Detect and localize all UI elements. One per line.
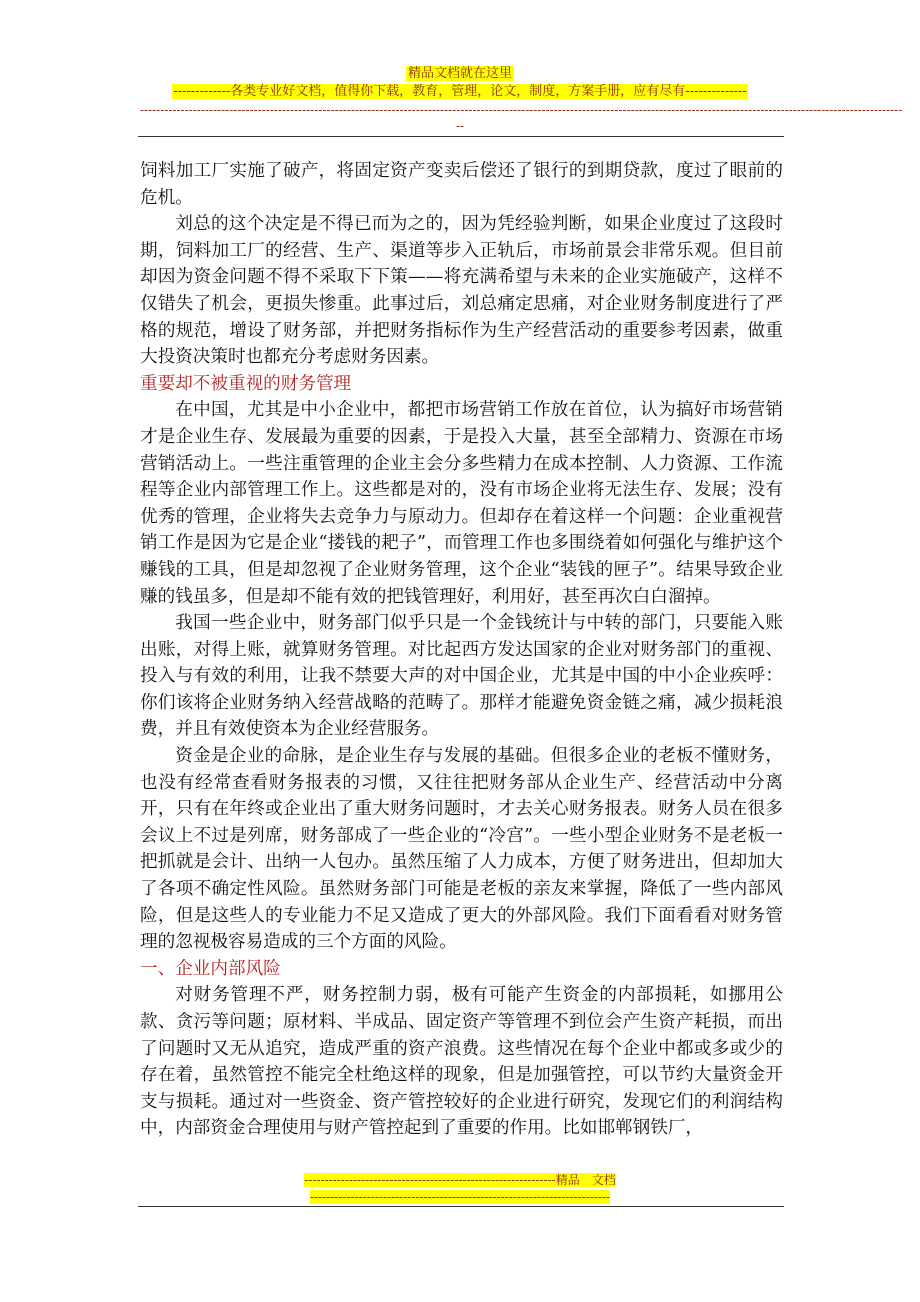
section-heading: 重要却不被重视的财务管理 [140, 373, 352, 394]
paragraph: 在中国，尤其是中小企业中，都把市场营销工作放在首位，认为搞好市场营销才是企业生存、发展最为重要的因素，于是投入大量，甚至全部精力、资源在市场营销活动上。一些注重管理的企业主会分多些精力在成本控制、人力资源、工作流程等企业内部管理工作上。这些都是对的，没有市场企业将无法生存、发展；没有优秀的管理，企业将失去竞争力与原动力。但却存在着这样一个问题：企业重视营销工作是因为它是企业“搂钱的耙子”，而管理工作也多围绕着如何强化与维护这个赚钱的工具，但是却忽视了企业财务管理，这个企业“装钱的匣子”。结果导致企业赚的钱虽多，但是却不能有效的把钱管理好，利用好，甚至再次白白溜掉。 [140, 400, 783, 607]
header-title: 精品文档就在这里 [407, 66, 512, 81]
paragraph: 资金是企业的命脉，是企业生存与发展的基础。但很多企业的老板不懂财务，也没有经常查看财务报表的习惯，又往往把财务部从企业生产、经营活动中分离开，只有在年终或企业出了重大财务问题时，才去关心财务报表。财务人员在很多会议上不过是列席，财务部成了一些企业的“冷宫”。一些小型企业财务不是老板一把抓就是会计、出纳一人包办。虽然压缩了人力成本，方便了财务进出，但却加大了各项不确定性风险。虽然财务部门可能是老板的亲友来掌握，降低了一些内部风险，但是这些人的专业能力不足又造成了更大的外部风险。我们下面看看对财务管理的忽视极容易造成的三个方面的风险。 [140, 746, 783, 953]
footer-rule [138, 1206, 784, 1207]
footer-line-2: -------------------------------------------------------------------------- [309, 1190, 611, 1204]
paragraph: 饲料加工厂实施了破产，将固定资产变卖后偿还了银行的到期贷款，度过了眼前的危机。 [140, 161, 783, 208]
header-dash-tail: -- [455, 119, 465, 133]
paragraph: 对财务管理不严，财务控制力弱，极有可能产生资金的内部损耗，如挪用公款、贪污等问题；原材料、半成品、固定资产等管理不到位会产生资产耗损，而出了问题时又无从追究，造成严重的资产浪费。这些情况在每个企业中都或多或少的存在着，虽然管控不能完全杜绝这样的现象，但是加强管控，可以节约大量资金开支与损耗。通过对一些资金、资产管控较好的企业进行研究，发现它们的利润结构中，内部资金合理使用与财产管控起到了重要的作用。比如邯郸钢铁厂， [140, 985, 783, 1139]
header-subtitle: -------------各类专业好文档，值得你下载，教育，管理，论文，制度，方案手册，应有尽有-------------- [173, 84, 747, 99]
paragraph: 刘总的这个决定是不得已而为之的，因为凭经验判断，如果企业度过了这段时期，饲料加工厂的经营、生产、渠道等步入正轨后，市场前景会非常乐观。但目前却因为资金问题不得不采取下下策——将充满希望与未来的企业实施破产，这样不仅错失了机会，更损失惨重。此事过后，刘总痛定思痛，对企业财务制度进行了严格的规范，增设了财务部，并把财务指标作为生产经营活动的重要参考因素，做重大投资决策时也都充分考虑财务因素。 [140, 214, 783, 368]
footer-line-1: --------------------------------------------------------------精品 文档 [304, 1173, 616, 1187]
paragraph: 我国一些企业中，财务部门似乎只是一个金钱统计与中转的部门，只要能入账出账，对得上账，就算财务管理。对比起西方发达国家的企业对财务部门的重视、投入与有效的利用，让我不禁要大声的对中国企业，尤其是中国的中小企业疾呼：你们该将企业财务纳入经营战略的范畴了。那样才能避免资金链之痛，减少损耗浪费，并且有效使资本为企业经营服务。 [140, 613, 783, 740]
section-heading: 一、企业内部风险 [140, 958, 281, 979]
header-dash-line: -------------------------------------------------------------------------------------------------------------------------------------------------------------------------------------------- [140, 103, 903, 117]
header-rule [138, 136, 784, 137]
document-body [140, 158, 783, 1142]
